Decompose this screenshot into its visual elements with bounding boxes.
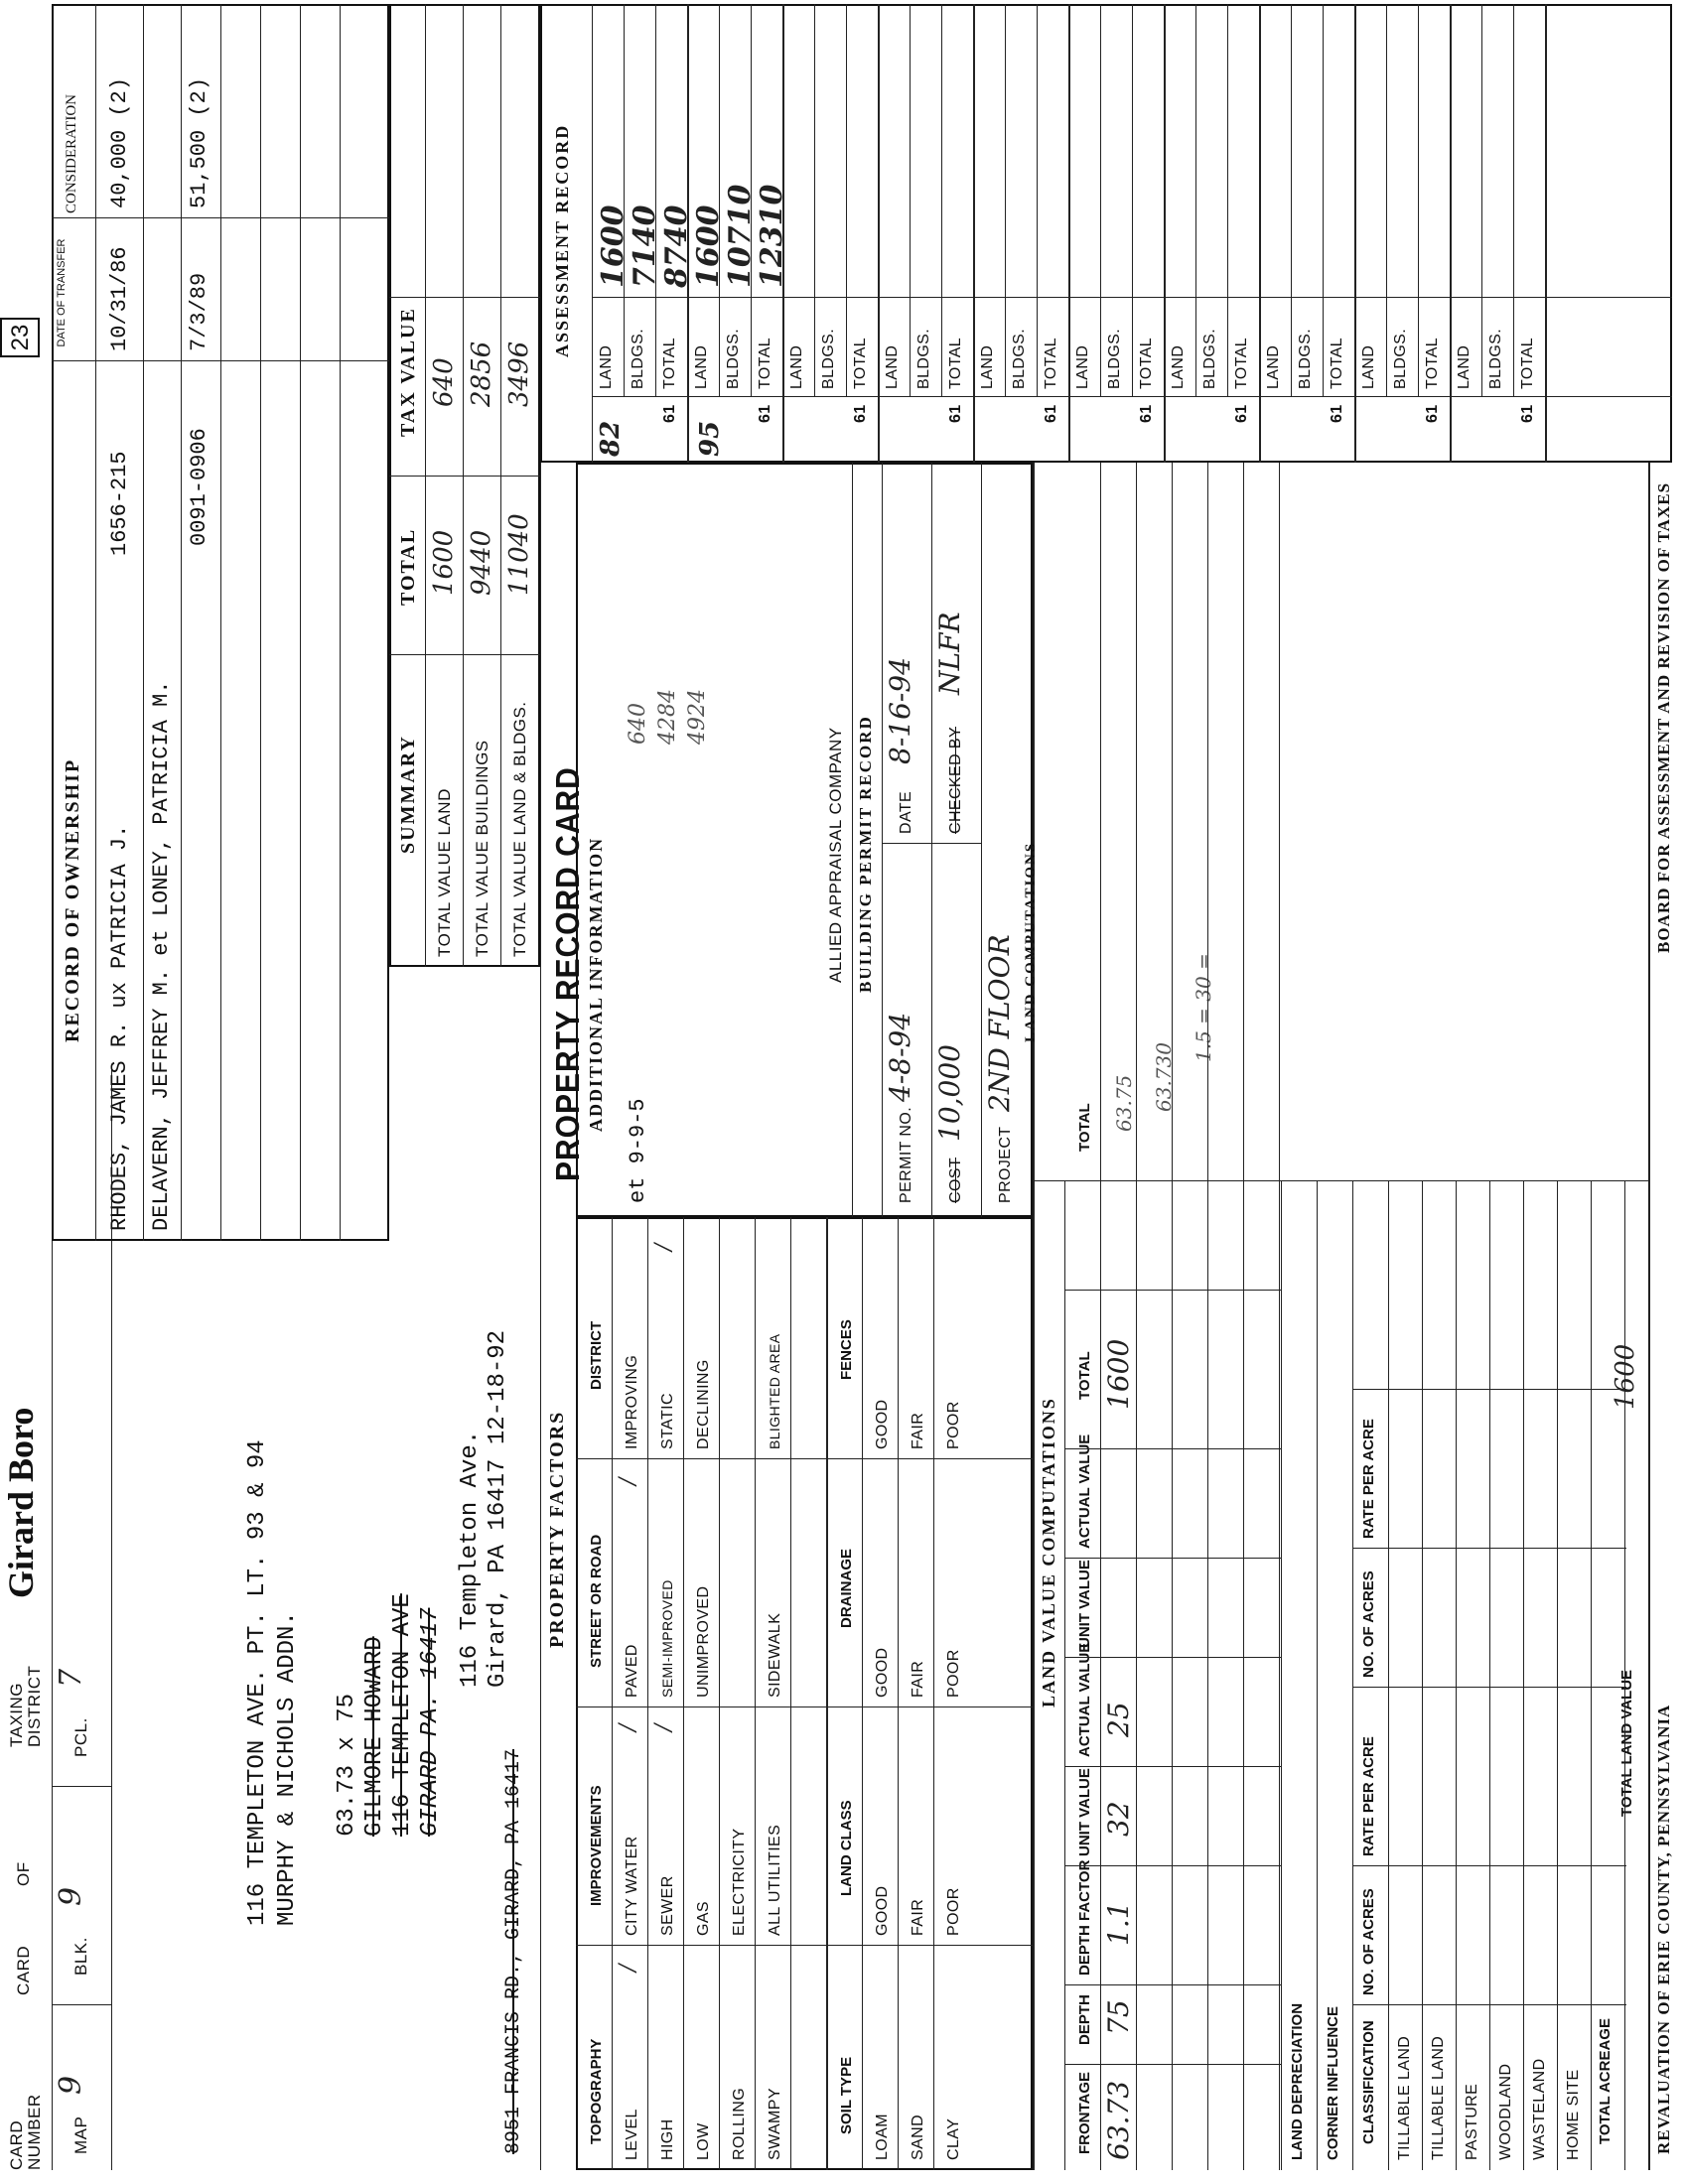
lv-depth-factor-value: 1.1 bbox=[1102, 1901, 1135, 1946]
permit-no-label: PERMIT NO. bbox=[898, 1106, 914, 1203]
street-paved: PAVED bbox=[624, 1644, 640, 1698]
class-home-site: HOME SITE bbox=[1565, 2069, 1582, 2160]
lv-frontage-value: 63.73 bbox=[1102, 2080, 1135, 2160]
consideration-header: CONSIDERATION bbox=[64, 94, 79, 213]
fences-poor: POOR bbox=[945, 1401, 962, 1449]
permit-no-value: 4-8-94 bbox=[884, 1012, 916, 1102]
assess-82-total: 8740 bbox=[659, 205, 694, 288]
class-pasture: PASTURE bbox=[1464, 2083, 1480, 2160]
soil-loam: LOAM bbox=[874, 2114, 891, 2160]
lv-total-value: 1600 bbox=[1102, 1338, 1135, 1410]
check-city-water: / bbox=[616, 1723, 640, 1731]
assessment-year-prefix: 61 bbox=[1519, 404, 1536, 423]
struck-old-address: 8951 FRANCIS RD., GIRARD, PA 16417 bbox=[502, 1748, 525, 2154]
factors-table bbox=[576, 1217, 1033, 2170]
cost-label: COST bbox=[947, 1157, 964, 1203]
summary-tax-bldg: 2856 bbox=[467, 341, 496, 407]
summary-tax-both: 3496 bbox=[504, 341, 534, 407]
street-header: STREET OR ROAD bbox=[588, 1534, 605, 1668]
address-line-1: 116 TEMPLETON AVE. PT. LT. 93 & 94 bbox=[244, 1439, 271, 1926]
card-title: PROPERTY RECORD CARD bbox=[550, 766, 587, 1181]
assess-95-total: 12310 bbox=[755, 184, 789, 288]
soil-header: SOIL TYPE bbox=[838, 2056, 855, 2134]
deed-3: 0091-0906 bbox=[187, 428, 211, 546]
land-depreciation-label: LAND DEPRECIATION bbox=[1289, 2002, 1306, 2160]
assessment-row-label: LAND bbox=[1074, 344, 1091, 389]
assessment-year-prefix: 61 bbox=[661, 404, 678, 423]
assessment-row-label: LAND bbox=[693, 344, 710, 389]
dimensions: 63.73 x 75 bbox=[334, 1693, 360, 1837]
improvements-header: IMPROVEMENTS bbox=[588, 1785, 605, 1906]
of-label: OF bbox=[14, 1861, 33, 1886]
date-transfer-header: DATE OF TRANSFER bbox=[56, 238, 68, 347]
total-acreage-label: TOTAL ACREAGE bbox=[1597, 2018, 1614, 2144]
check-sewer: / bbox=[651, 1723, 676, 1731]
assessment-row-label: TOTAL bbox=[1138, 337, 1155, 389]
summary-both-label: TOTAL VALUE LAND & BLDGS. bbox=[510, 701, 529, 957]
permit-title: BUILDING PERMIT RECORD bbox=[856, 715, 875, 993]
imp-sewer: SEWER bbox=[659, 1875, 676, 1936]
cost-value: 10,000 bbox=[933, 1044, 966, 1142]
landclass-good: GOOD bbox=[874, 1885, 891, 1936]
assessment-row-label: TOTAL bbox=[947, 337, 964, 389]
additional-title: ADDITIONAL INFORMATION bbox=[586, 836, 606, 1132]
lv-header-depth-factor: DEPTH FACTOR bbox=[1076, 1859, 1093, 1976]
lv-header-actual-value-1: ACTUAL VALUE bbox=[1076, 1642, 1093, 1757]
checked-by-label: CHECKED BY bbox=[947, 726, 964, 834]
drainage-poor: POOR bbox=[945, 1649, 962, 1698]
assessment-row-label: TOTAL bbox=[1329, 337, 1345, 389]
drainage-header: DRAINAGE bbox=[838, 1548, 855, 1628]
card-number-label: CARD NUMBER bbox=[7, 2094, 44, 2170]
acre-header-rate-1: RATE PER ACRE bbox=[1360, 1736, 1377, 1856]
appraisal-company: ALLIED APPRAISAL COMPANY bbox=[826, 727, 845, 983]
assessment-year-prefix: 61 bbox=[852, 404, 869, 423]
lv-header-total-2: TOTAL bbox=[1076, 1103, 1093, 1152]
taxing-district-value: Girard Boro bbox=[1, 1407, 41, 1598]
imp-all-utilities: ALL UTILITIES bbox=[767, 1824, 783, 1936]
summary-total-header: TOTAL bbox=[397, 527, 419, 606]
address-line-2: MURPHY & NICHOLS ADDN. bbox=[274, 1611, 301, 1926]
new-address-2: Girard, PA 16417 12-18-92 bbox=[485, 1329, 511, 1688]
assessment-row-label: LAND bbox=[979, 344, 996, 389]
pcl-label: PCL. bbox=[71, 1717, 90, 1757]
total-land-value-amount: 1600 bbox=[1611, 1343, 1640, 1410]
acre-header-classification: CLASSIFICATION bbox=[1360, 2020, 1377, 2144]
factors-title: PROPERTY FACTORS bbox=[546, 1410, 568, 1648]
imp-gas: GAS bbox=[695, 1901, 712, 1936]
topography-header: TOPOGRAPHY bbox=[588, 2038, 605, 2144]
map-value: 9 bbox=[54, 2075, 88, 2095]
street-semi: SEMI-IMPROVED bbox=[659, 1579, 675, 1698]
district-header: DISTRICT bbox=[588, 1320, 605, 1390]
lv-actual-value: 25 bbox=[1102, 1702, 1135, 1737]
assessment-row-label: TOTAL bbox=[1519, 337, 1536, 389]
topo-rolling: ROLLING bbox=[731, 2087, 748, 2160]
assessment-row-label: TOTAL bbox=[1043, 337, 1059, 389]
assessment-row-label: BLDGS. bbox=[630, 328, 646, 389]
land-comp-2: 63.730 bbox=[1152, 1042, 1176, 1112]
assessment-year-prefix: 61 bbox=[1424, 404, 1441, 423]
project-label: PROJECT bbox=[997, 1126, 1014, 1203]
assessment-row-label: TOTAL bbox=[852, 337, 869, 389]
soil-sand: SAND bbox=[910, 2114, 926, 2160]
class-tillable-1: TILLABLE LAND bbox=[1396, 2035, 1413, 2160]
soil-clay: CLAY bbox=[945, 2117, 962, 2160]
card-box-number: 23 bbox=[0, 318, 40, 357]
assessment-row-label: TOTAL bbox=[757, 337, 773, 389]
map-label: MAP bbox=[71, 2116, 90, 2154]
card-label: CARD bbox=[14, 1945, 33, 1995]
deed-1: 1656-215 bbox=[107, 451, 132, 556]
summary-land-total: 1600 bbox=[429, 529, 459, 596]
assessment-row-label: LAND bbox=[1360, 344, 1377, 389]
assess-82-land: 1600 bbox=[596, 205, 631, 288]
lv-header-unit-value-2: UNIT VALUE bbox=[1076, 1560, 1093, 1648]
check-paved: / bbox=[616, 1477, 640, 1485]
owner-2: DELAVERN, JEFFREY M. et LONEY, PATRICIA M. bbox=[149, 680, 174, 1231]
land-comp-3: 1.5 = 30 = bbox=[1192, 953, 1215, 1062]
owner-1: RHODES, JAMES R. ux PATRICIA J. bbox=[107, 824, 132, 1231]
assessment-row-label: BLDGS. bbox=[915, 328, 932, 389]
additional-note: et 9-9-5 bbox=[626, 1098, 650, 1203]
assessment-row-label: LAND bbox=[788, 344, 805, 389]
lv-header-total-1: TOTAL bbox=[1076, 1351, 1093, 1400]
permit-date-label: DATE bbox=[898, 790, 914, 834]
assessment-row-label: LAND bbox=[884, 344, 901, 389]
struck-address: 116 TEMPLETON AVE bbox=[389, 1593, 416, 1837]
land-value-title: LAND VALUE COMPUTATIONS bbox=[1039, 1397, 1058, 1707]
assessment-year-prefix: 61 bbox=[757, 404, 773, 423]
date-1: 10/31/86 bbox=[107, 246, 132, 351]
assessment-row-label: BLDGS. bbox=[725, 328, 742, 389]
footer-left: REVALUATION OF ERIE COUNTY, PENNSYLVANIA bbox=[1654, 1704, 1673, 2154]
class-tillable-2: TILLABLE LAND bbox=[1430, 2035, 1447, 2160]
date-3: 7/3/89 bbox=[187, 272, 211, 351]
assessment-row-label: BLDGS. bbox=[1201, 328, 1218, 389]
struck-city: GIRARD PA. 16417 bbox=[417, 1607, 444, 1837]
assessment-row-label: LAND bbox=[1170, 344, 1187, 389]
district-blighted: BLIGHTED AREA bbox=[767, 1333, 782, 1449]
lv-header-actual-value-2: ACTUAL VALUE bbox=[1076, 1433, 1093, 1549]
summary-both-total: 11040 bbox=[504, 513, 534, 596]
struck-owner: GILMORE HOWARD bbox=[361, 1636, 388, 1837]
fences-good: GOOD bbox=[874, 1399, 891, 1449]
lv-depth-value: 75 bbox=[1102, 1999, 1135, 2035]
footer-right: BOARD FOR ASSESSMENT AND REVISION OF TAXES bbox=[1654, 481, 1673, 953]
assessment-row-label: TOTAL bbox=[1424, 337, 1441, 389]
class-woodland: WOODLAND bbox=[1497, 2063, 1514, 2160]
acre-header-rate-2: RATE PER ACRE bbox=[1360, 1419, 1377, 1539]
project-value: 2ND FLOOR bbox=[983, 934, 1016, 1112]
pencil-note-2: 4284 bbox=[655, 689, 680, 745]
assessment-row-label: TOTAL bbox=[661, 337, 678, 389]
assess-82-year: 82 bbox=[596, 420, 626, 457]
assess-95-land: 1600 bbox=[691, 205, 726, 288]
land-computations-title: LAND COMPUTATIONS bbox=[1023, 841, 1039, 1042]
acre-header-acres-1: NO. OF ACRES bbox=[1360, 1888, 1377, 1995]
lv-header-frontage: FRONTAGE bbox=[1076, 2071, 1093, 2154]
landclass-fair: FAIR bbox=[910, 1898, 926, 1936]
imp-electricity: ELECTRICITY bbox=[731, 1828, 748, 1936]
consideration-3: 51,500 (2) bbox=[187, 76, 211, 208]
landclass-header: LAND CLASS bbox=[838, 1800, 855, 1896]
district-declining: DECLINING bbox=[695, 1359, 712, 1449]
assessment-row-label: BLDGS. bbox=[1487, 328, 1504, 389]
acre-header-acres-2: NO. OF ACRES bbox=[1360, 1570, 1377, 1678]
assessment-row-label: TOTAL bbox=[1233, 337, 1250, 389]
pencil-note-3: 4924 bbox=[685, 689, 710, 745]
corner-influence-label: CORNER INFLUENCE bbox=[1325, 2005, 1341, 2160]
topo-high: HIGH bbox=[659, 2118, 676, 2160]
total-land-value-label: TOTAL LAND VALUE bbox=[1618, 1669, 1635, 1817]
summary-tax-land: 640 bbox=[429, 357, 459, 407]
assess-95-year: 95 bbox=[695, 420, 725, 457]
street-unimproved: UNIMPROVED bbox=[695, 1585, 712, 1698]
assessment-row-label: BLDGS. bbox=[1297, 328, 1314, 389]
district-static: STATIC bbox=[659, 1393, 676, 1449]
permit-date-value: 8-16-94 bbox=[884, 657, 916, 764]
summary-land-label: TOTAL VALUE LAND bbox=[435, 788, 454, 957]
class-wasteland: WASTELAND bbox=[1531, 2058, 1548, 2160]
fences-header: FENCES bbox=[838, 1319, 855, 1380]
assessment-row-label: BLDGS. bbox=[1106, 328, 1123, 389]
new-address-1: 116 Templeton Ave. bbox=[457, 1430, 484, 1688]
lv-header-unit-value-1: UNIT VALUE bbox=[1076, 1768, 1093, 1856]
drainage-fair: FAIR bbox=[910, 1660, 926, 1698]
imp-city-water: CITY WATER bbox=[624, 1836, 640, 1936]
taxing-district-label: TAXING DISTRICT bbox=[7, 1665, 44, 1747]
blk-label: BLK. bbox=[71, 1937, 90, 1976]
lv-unit-value: 32 bbox=[1102, 1801, 1135, 1837]
topo-swampy: SWAMPY bbox=[767, 2088, 783, 2160]
assess-82-bldgs: 7140 bbox=[628, 205, 662, 288]
assessment-row-label: BLDGS. bbox=[1011, 328, 1028, 389]
assessment-year-prefix: 61 bbox=[947, 404, 964, 423]
consideration-1: 40,000 (2) bbox=[107, 76, 132, 208]
assessment-row-label: LAND bbox=[1265, 344, 1282, 389]
checked-by-value: NLFR bbox=[933, 612, 966, 695]
pencil-note-1: 640 bbox=[626, 703, 650, 745]
assess-95-bldgs: 10710 bbox=[723, 184, 758, 288]
assessment-title: ASSESSMENT RECORD bbox=[552, 123, 572, 357]
topo-low: LOW bbox=[695, 2122, 712, 2160]
street-sidewalk: SIDEWALK bbox=[767, 1612, 783, 1698]
lv-header-depth: DEPTH bbox=[1076, 1994, 1093, 2045]
fences-fair: FAIR bbox=[910, 1412, 926, 1449]
assessment-year-prefix: 61 bbox=[1329, 404, 1345, 423]
check-static: / bbox=[651, 1243, 676, 1251]
drainage-good: GOOD bbox=[874, 1647, 891, 1698]
topo-level: LEVEL bbox=[624, 2109, 640, 2160]
assessment-row-label: LAND bbox=[1456, 344, 1473, 389]
summary-tax-header: TAX VALUE bbox=[397, 307, 419, 437]
summary-bldg-label: TOTAL VALUE BUILDINGS bbox=[473, 740, 491, 957]
ownership-title: RECORD OF OWNERSHIP bbox=[62, 757, 83, 1042]
assessment-row-label: BLDGS. bbox=[820, 328, 837, 389]
district-improving: IMPROVING bbox=[624, 1354, 640, 1449]
assessment-year-prefix: 61 bbox=[1233, 404, 1250, 423]
summary-title: SUMMARY bbox=[397, 735, 419, 854]
landclass-poor: POOR bbox=[945, 1887, 962, 1936]
assessment-row-label: BLDGS. bbox=[1392, 328, 1409, 389]
check-level: / bbox=[616, 1964, 640, 1972]
assessment-row-label: LAND bbox=[598, 344, 615, 389]
blk-value: 9 bbox=[54, 1886, 88, 1906]
land-comp-1: 63.75 bbox=[1112, 1074, 1136, 1132]
assessment-year-prefix: 61 bbox=[1043, 404, 1059, 423]
summary-bldg-total: 9440 bbox=[467, 529, 496, 596]
pcl-value: 7 bbox=[54, 1668, 88, 1688]
assessment-year-prefix: 61 bbox=[1138, 404, 1155, 423]
